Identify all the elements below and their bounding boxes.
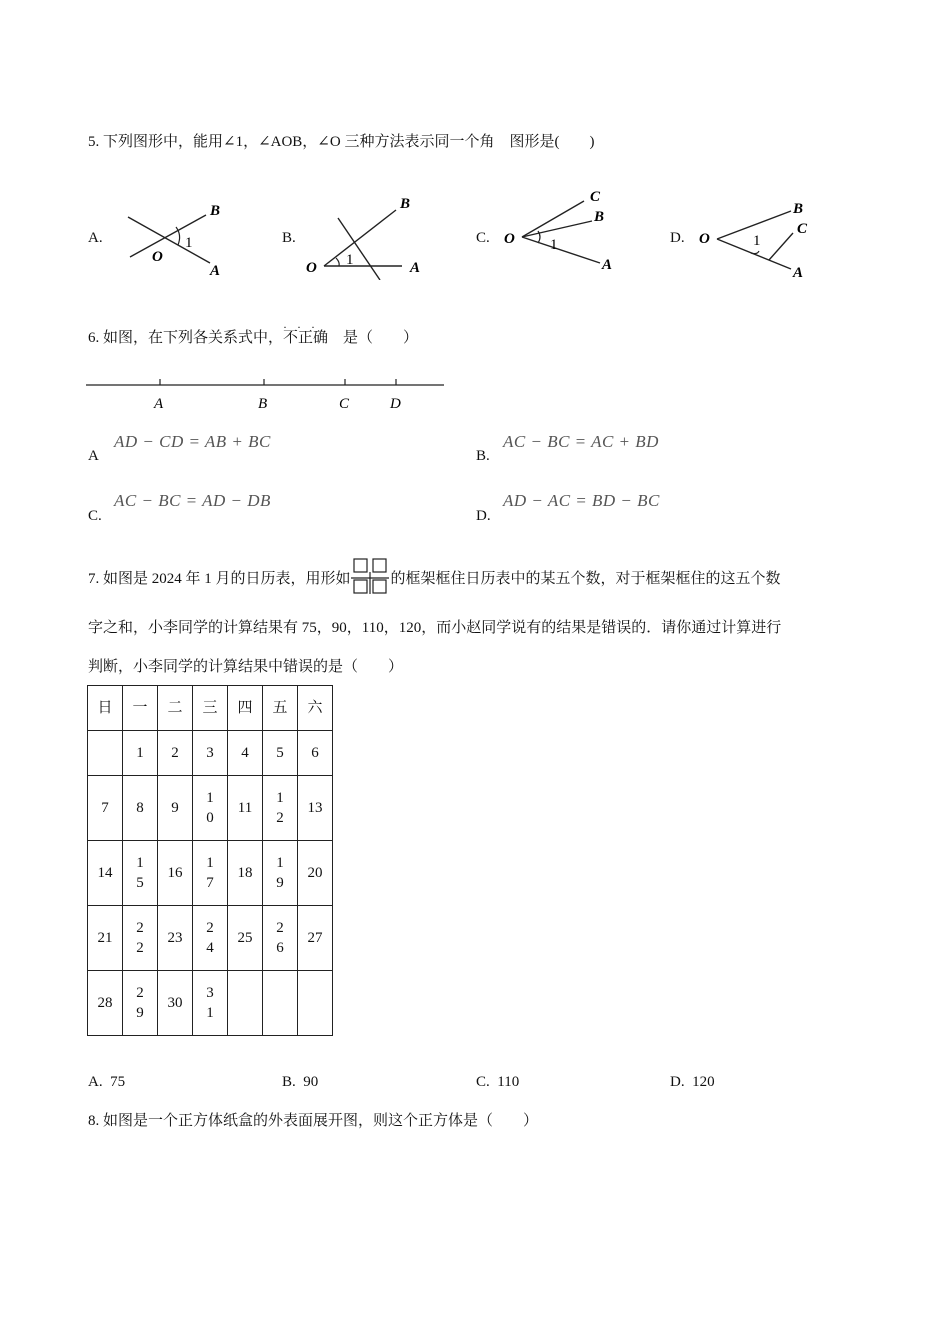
calendar-table	[87, 685, 333, 1036]
calendar-cell: 20	[298, 841, 333, 906]
q5a-label-o: O	[152, 249, 163, 265]
q5-figure-d	[695, 195, 820, 285]
calendar-cell	[88, 731, 123, 776]
q6-option-a-letter: A	[88, 448, 99, 464]
calendar-header-cell: 五	[263, 686, 298, 731]
calendar-cell: 14	[88, 841, 123, 906]
calendar-cell	[263, 971, 298, 1036]
calendar-row	[88, 971, 333, 1036]
q5d-label-1: 1	[753, 233, 761, 249]
q5-option-b-letter: B.	[282, 230, 296, 246]
calendar-cell: 9	[158, 776, 193, 841]
q6-stem-after: 是（ ）	[328, 330, 419, 346]
q5c-label-b: B	[594, 209, 605, 225]
q7-stem-line3: 判断，小李同学的计算结果中错误的是（ ）	[88, 659, 404, 675]
calendar-row	[88, 776, 333, 841]
calendar-cell: 8	[123, 776, 158, 841]
calendar-cell: 6	[298, 731, 333, 776]
calendar-cell	[228, 971, 263, 1036]
calendar-cell: 25	[228, 906, 263, 971]
calendar-cell: 19	[263, 841, 298, 906]
q7-stem-line1	[88, 567, 781, 590]
q7-option-c: C. 110	[476, 1074, 520, 1090]
q5-figure-b	[302, 190, 437, 280]
calendar-cell	[298, 971, 333, 1036]
calendar-row	[88, 731, 333, 776]
calendar-header-cell: 四	[228, 686, 263, 731]
q6-point-d: D	[390, 396, 401, 412]
calendar-cell: 7	[88, 776, 123, 841]
q5-option-a-letter: A.	[88, 230, 103, 246]
cross-frame-icon	[351, 570, 391, 590]
q6-stem-emphasis: ··· 不正确	[283, 320, 329, 346]
q7-option-b: B. 90	[282, 1074, 319, 1090]
calendar-row	[88, 906, 333, 971]
q5c-label-1: 1	[550, 237, 558, 253]
calendar-cell: 30	[158, 971, 193, 1036]
q5-figure-a	[118, 195, 243, 280]
calendar-cell: 3	[193, 731, 228, 776]
calendar-cell: 18	[228, 841, 263, 906]
q6-point-c: C	[339, 396, 350, 412]
calendar-cell: 17	[193, 841, 228, 906]
calendar-cell: 15	[123, 841, 158, 906]
q5b-label-1: 1	[346, 252, 354, 268]
calendar-header-cell: 一	[123, 686, 158, 731]
q5d-label-o: O	[699, 231, 710, 247]
calendar-row	[88, 841, 333, 906]
calendar-cell: 1	[123, 731, 158, 776]
q5c-label-a: A	[602, 257, 613, 273]
calendar-header-cell: 二	[158, 686, 193, 731]
calendar-cell: 16	[158, 841, 193, 906]
calendar-cell: 22	[123, 906, 158, 971]
q7-stem-line2: 字之和，小李同学的计算结果有 75，90，110，120，而小赵同学说有的结果是错误的．请你通过计算进行	[88, 620, 782, 636]
calendar-header-cell: 三	[193, 686, 228, 731]
calendar-cell: 2	[158, 731, 193, 776]
calendar-cell: 21	[88, 906, 123, 971]
q6-option-d-letter: D.	[476, 508, 491, 524]
q6-option-d-expr: AD − AC = BD − BC	[503, 491, 660, 510]
q7-option-a: A. 75	[88, 1074, 126, 1090]
q5d-label-c: C	[797, 221, 808, 237]
calendar-cell: 29	[123, 971, 158, 1036]
q5b-label-b: B	[400, 196, 411, 212]
q5d-label-a: A	[793, 265, 804, 281]
q5-option-c-letter: C.	[476, 230, 490, 246]
q7-stem-line1-b: 的框架框住日历表中的某五个数，对于框架框住的这五个数	[390, 571, 781, 587]
q5c-label-o: O	[504, 231, 515, 247]
q6-option-c-expr: AC − BC = AD − DB	[114, 491, 271, 510]
calendar-cell: 24	[193, 906, 228, 971]
q5-option-d-letter: D.	[670, 230, 685, 246]
q6-option-c-letter: C.	[88, 508, 102, 524]
q6-stem-before: 6. 如图，在下列各关系式中，	[88, 330, 284, 346]
q7-stem-line1-a: 7. 如图是 2024 年 1 月的日历表，用形如	[88, 571, 351, 587]
q7-option-d: D. 120	[670, 1074, 715, 1090]
calendar-header-cell: 六	[298, 686, 333, 731]
q5-stem: 5. 下列图形中，能用∠1，∠AOB，∠O 三种方法表示同一个角 图形是( )	[88, 134, 595, 150]
q5b-label-a: A	[410, 260, 421, 276]
calendar-cell: 13	[298, 776, 333, 841]
calendar-cell: 28	[88, 971, 123, 1036]
calendar-header-row	[88, 686, 333, 731]
calendar-cell: 31	[193, 971, 228, 1036]
calendar-cell: 5	[263, 731, 298, 776]
calendar-cell: 10	[193, 776, 228, 841]
q5a-label-a: A	[210, 263, 221, 279]
q8-stem: 8. 如图是一个正方体纸盒的外表面展开图，则这个正方体是（ ）	[88, 1113, 539, 1129]
q5a-label-b: B	[210, 203, 221, 219]
q5c-label-c: C	[590, 189, 601, 205]
q6-stem	[88, 320, 419, 347]
q6-number-line	[86, 375, 446, 415]
q6-option-b-letter: B.	[476, 448, 490, 464]
q6-option-b-expr: AC − BC = AC + BD	[503, 432, 659, 451]
calendar-cell: 11	[228, 776, 263, 841]
calendar-cell: 23	[158, 906, 193, 971]
q6-point-a: A	[154, 396, 164, 412]
q5-figure-c	[500, 185, 630, 280]
q6-option-a-expr: AD − CD = AB + BC	[114, 432, 271, 451]
q5b-label-o: O	[306, 260, 317, 276]
calendar-cell: 27	[298, 906, 333, 971]
q5d-label-b: B	[793, 201, 804, 217]
q5a-label-1: 1	[185, 235, 193, 251]
calendar-cell: 4	[228, 731, 263, 776]
q6-point-b: B	[258, 396, 268, 412]
calendar-header-cell: 日	[88, 686, 123, 731]
calendar-cell: 12	[263, 776, 298, 841]
calendar-cell: 26	[263, 906, 298, 971]
